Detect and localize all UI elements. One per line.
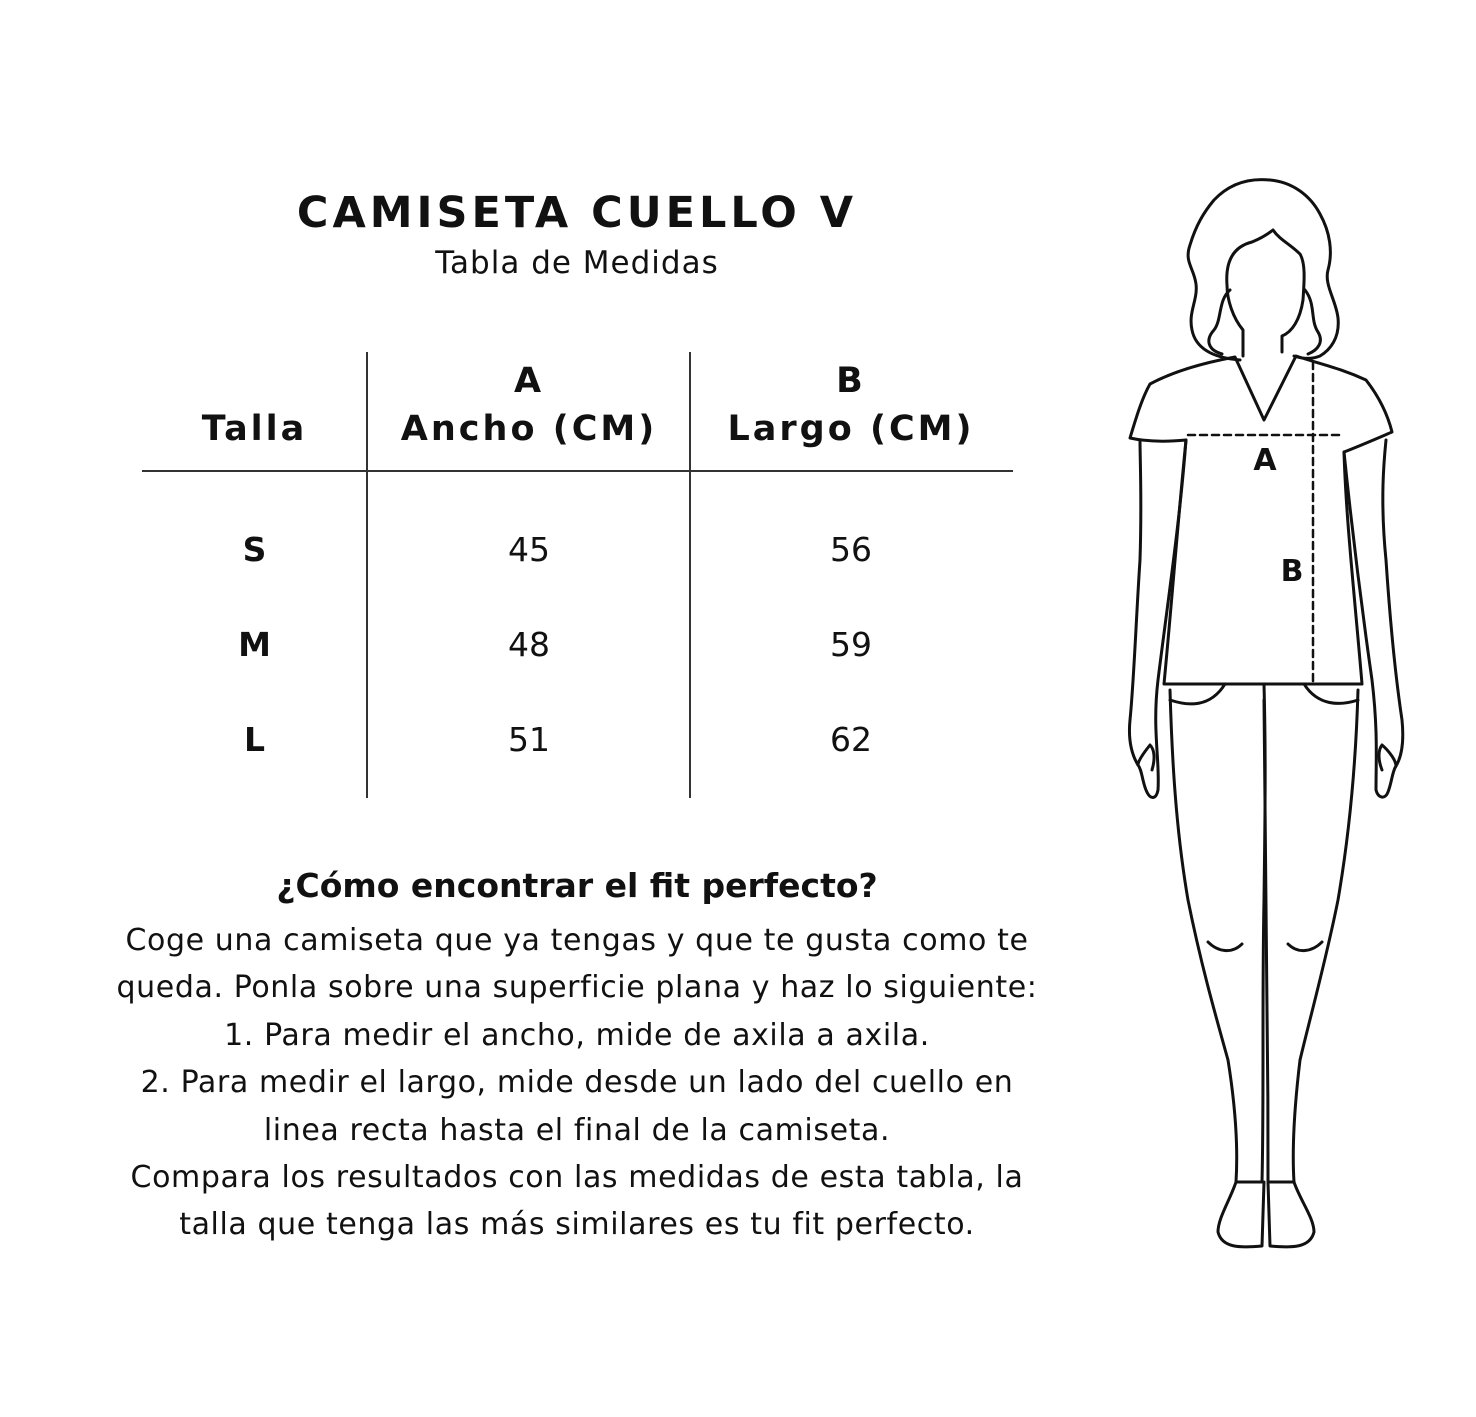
left-foot [1218,1182,1264,1247]
howto-line: queda. Ponla sobre una superficie plana y haz lo siguiente: [116,970,1038,1006]
table-header-divider [142,470,1013,472]
howto-title: ¿Cómo encontrar el fit perfecto? [276,866,878,905]
row-ancho: 45 [508,530,550,569]
row-largo: 56 [830,530,872,569]
page-title: CAMISETA CUELLO V [296,188,858,238]
header-talla [142,405,367,453]
header-largo [691,357,1011,453]
header-largo-letter: B [836,361,866,401]
howto-line: 1. Para medir el ancho, mide de axila a axila. [224,1017,930,1053]
howto-line: talla que tenga las más similares es tu fit perfecto. [179,1207,975,1243]
measure-a-label: A [1253,443,1277,478]
hair-inner [1209,290,1230,354]
left-pocket [1170,684,1225,704]
right-knee [1288,942,1322,951]
row-ancho: 48 [508,625,550,664]
header-ancho [368,357,690,453]
howto-instructions [0,917,1154,1249]
row-size: M [238,625,271,664]
right-foot [1268,1182,1314,1247]
row-largo: 59 [830,625,872,664]
row-size: S [242,530,267,569]
howto-line: 2. Para medir el largo, mide desde un lado del cuello en [140,1065,1014,1101]
howto-line: Compara los resultados con las medidas de esta tabla, la [130,1160,1024,1196]
right-leg [1268,690,1358,1182]
right-pocket [1304,684,1358,703]
row-ancho: 51 [508,720,550,759]
face-outline [1227,230,1304,356]
hair-inner-right [1305,290,1320,354]
measure-b-label: B [1280,554,1304,589]
right-hand [1379,745,1396,770]
header-talla-label: Talla [201,409,308,449]
row-size: L [243,720,266,759]
header-largo-label: Largo (CM) [727,409,975,449]
howto-line: linea recta hasta el final de la camiseta. [263,1112,891,1148]
page-subtitle: Tabla de Medidas [435,245,719,281]
left-knee [1208,942,1242,951]
howto-line: Coge una camiseta que ya tengas y que te gusta como te [125,923,1029,958]
woman-outline-figure-icon [1100,160,1430,1260]
right-arm [1344,440,1403,797]
legs-outline [1170,684,1265,1182]
header-ancho-label: Ancho (CM) [400,409,658,449]
left-arm [1129,440,1186,798]
header-ancho-letter: A [513,361,545,401]
row-largo: 62 [830,720,872,759]
